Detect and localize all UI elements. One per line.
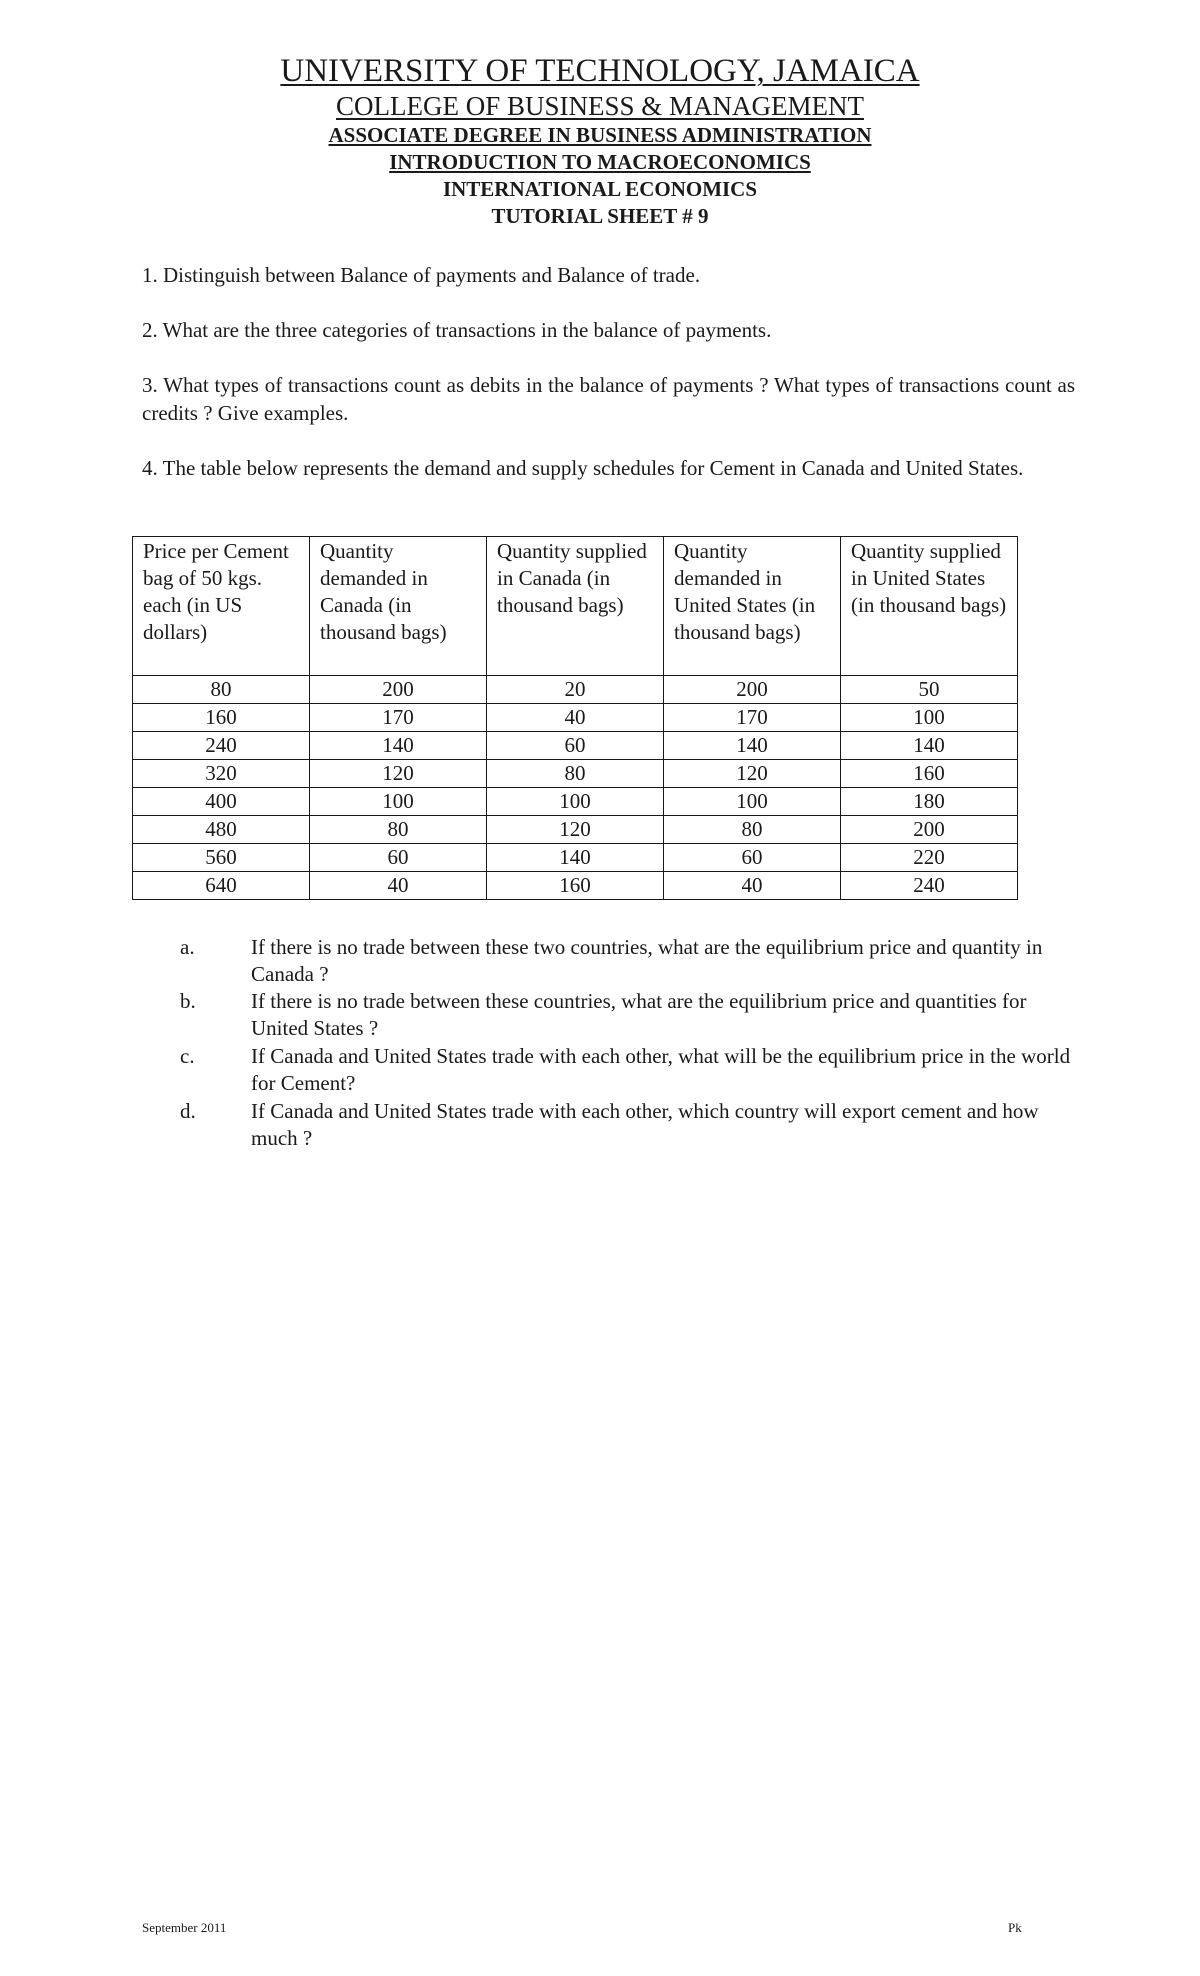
table-header-cell: Quantity supplied in Canada (in thousand bags) (487, 537, 664, 676)
demand-supply-table (132, 536, 1017, 900)
table-cell: 640 (133, 872, 310, 900)
subquestion-text: If there is no trade between these two countries, what are the equilibrium price and quantity in Canada ? (251, 935, 1043, 986)
degree-title: ASSOCIATE DEGREE IN BUSINESS ADMINISTRATION (328, 123, 872, 147)
footer-initials: Pk (1008, 1920, 1022, 1935)
table-cell: 170 (310, 704, 487, 732)
table-cell: 100 (664, 788, 841, 816)
table-cell: 160 (133, 704, 310, 732)
table-cell: 120 (487, 816, 664, 844)
table-cell: 160 (487, 872, 664, 900)
subquestion-text: If there is no trade between these countries, what are the equilibrium price and quantities for United States ? (251, 989, 1027, 1040)
tutorial-sheet-title: TUTORIAL SHEET # 9 (491, 204, 709, 228)
question-4: 4. The table below represents the demand and supply schedules for Cement in Canada and United States. (142, 456, 1024, 480)
table-cell: 80 (133, 676, 310, 704)
question-1: 1. Distinguish between Balance of payments and Balance of trade. (142, 263, 701, 287)
table-cell: 200 (841, 816, 1018, 844)
table-cell: 140 (664, 732, 841, 760)
table-cell: 40 (310, 872, 487, 900)
table-cell: 60 (310, 844, 487, 872)
table-cell: 480 (133, 816, 310, 844)
table-cell: 80 (664, 816, 841, 844)
table-cell: 160 (841, 760, 1018, 788)
subquestion-letter: d. (180, 1099, 196, 1123)
topic-title: INTERNATIONAL ECONOMICS (442, 177, 758, 201)
table-cell: 60 (487, 732, 664, 760)
table-row (133, 760, 1018, 788)
footer-date: September 2011 (142, 1920, 227, 1935)
subquestion-text: If Canada and United States trade with each other, what will be the equilibrium price in the world for Cement? (251, 1044, 1071, 1095)
course-title: INTRODUCTION TO MACROECONOMICS (389, 150, 811, 174)
table-cell: 200 (664, 676, 841, 704)
table-cell: 120 (664, 760, 841, 788)
subquestion-text: If Canada and United States trade with each other, which country will export cement and how much ? (251, 1099, 1039, 1150)
table-cell: 60 (664, 844, 841, 872)
table-cell: 400 (133, 788, 310, 816)
question-3: 3. What types of transactions count as debits in the balance of payments ? What types of transactions count as credits ? Give examples. (142, 373, 1075, 425)
table-cell: 200 (310, 676, 487, 704)
table-cell: 320 (133, 760, 310, 788)
table-cell: 140 (841, 732, 1018, 760)
table-cell: 80 (487, 760, 664, 788)
table-header-row (133, 537, 1018, 676)
table-cell: 220 (841, 844, 1018, 872)
document-header (0, 52, 1200, 230)
table-cell: 100 (487, 788, 664, 816)
table-cell: 40 (664, 872, 841, 900)
table-cell: 80 (310, 816, 487, 844)
table-cell: 100 (841, 704, 1018, 732)
table-cell: 170 (664, 704, 841, 732)
table-cell: 50 (841, 676, 1018, 704)
table-row (133, 704, 1018, 732)
table-cell: 140 (310, 732, 487, 760)
table-cell: 40 (487, 704, 664, 732)
table-cell: 120 (310, 760, 487, 788)
table-cell: 240 (841, 872, 1018, 900)
question-2: 2. What are the three categories of transactions in the balance of payments. (142, 318, 772, 342)
table-cell: 180 (841, 788, 1018, 816)
table-row (133, 816, 1018, 844)
table-row (133, 676, 1018, 704)
table-header-cell: Quantity demanded in United States (in thousand bags) (664, 537, 841, 676)
table-cell: 240 (133, 732, 310, 760)
university-title: UNIVERSITY OF TECHNOLOGY, JAMAICA (280, 53, 920, 89)
table-cell: 20 (487, 676, 664, 704)
subquestion-letter: a. (180, 935, 195, 959)
college-title: COLLEGE OF BUSINESS & MANAGEMENT (335, 91, 865, 121)
table-header-cell: Price per Cement bag of 50 kgs. each (in US dollars) (133, 537, 310, 676)
subquestion-letter: c. (180, 1044, 195, 1068)
table-row (133, 788, 1018, 816)
table-row (133, 844, 1018, 872)
subquestion-letter: b. (180, 989, 196, 1013)
table-cell: 140 (487, 844, 664, 872)
table-header-cell: Quantity demanded in Canada (in thousand bags) (310, 537, 487, 676)
table-row (133, 872, 1018, 900)
table-row (133, 732, 1018, 760)
table-cell: 100 (310, 788, 487, 816)
table-cell: 560 (133, 844, 310, 872)
table-header-cell: Quantity supplied in United States (in thousand bags) (841, 537, 1018, 676)
